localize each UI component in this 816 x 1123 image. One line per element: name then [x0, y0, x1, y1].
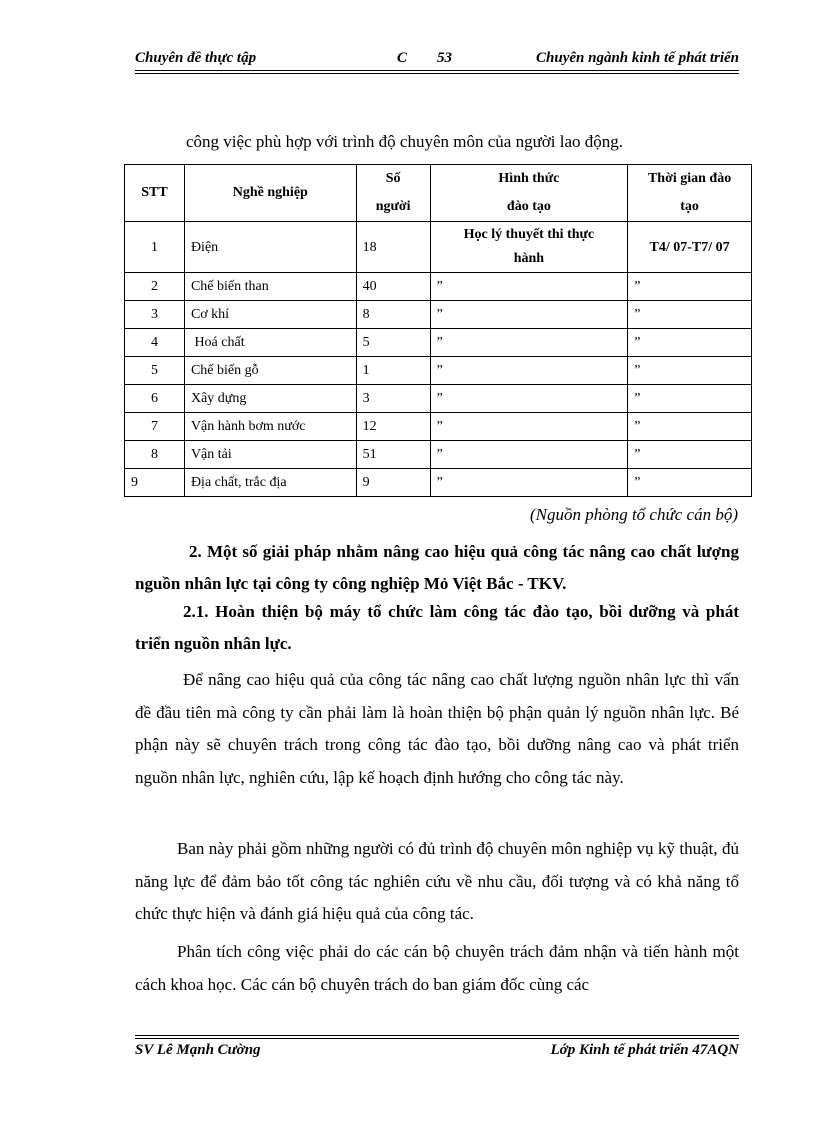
cell-method-line1: Học lý thuyết thi thực: [463, 227, 595, 242]
cell-stt: 4: [125, 329, 185, 357]
page-number: 53: [437, 50, 452, 66]
cell-time: ”: [628, 273, 752, 301]
col-header-count: [356, 165, 430, 222]
cell-count: 18: [356, 222, 430, 273]
table-row: [125, 441, 752, 469]
footer-class: Lớp Kinh tế phát triển 47AQN: [550, 1042, 739, 1058]
col-header-time: [628, 165, 752, 222]
col-header-method: [430, 165, 628, 222]
cell-time: ”: [628, 469, 752, 497]
footer-divider: [135, 1035, 739, 1039]
cell-job: Xây dựng: [184, 385, 356, 413]
table-row: [125, 385, 752, 413]
cell-count: 9: [356, 469, 430, 497]
cell-method: ”: [430, 385, 628, 413]
cell-job: Điện: [184, 222, 356, 273]
header-divider: [135, 70, 739, 74]
col-header-count-line1: Số: [385, 171, 401, 186]
footer-student-name: SV Lê Mạnh Cường: [135, 1042, 261, 1058]
table-row: [125, 222, 752, 273]
cell-count: 12: [356, 413, 430, 441]
cell-count: 3: [356, 385, 430, 413]
table-row: [125, 329, 752, 357]
cell-stt: 8: [125, 441, 185, 469]
page-header: [135, 46, 739, 70]
cell-job: Cơ khí: [184, 301, 356, 329]
col-header-stt: STT: [125, 165, 185, 222]
cell-stt: 2: [125, 273, 185, 301]
table-row: [125, 301, 752, 329]
table-header-row: [125, 165, 752, 222]
cell-job: Vận hành bơm nước: [184, 413, 356, 441]
cell-time: ”: [628, 357, 752, 385]
cell-method-line2: hành: [513, 251, 545, 266]
page-footer: [135, 1042, 739, 1064]
table-row: [125, 357, 752, 385]
cell-method: ”: [430, 273, 628, 301]
paragraph-1: Để nâng cao hiệu quả của công tác nâng cao chất lượng nguồn nhân lực thì vấn đề đầu tiên mà công ty cần phải làm là hoàn thiện bộ phận quản lý nguồn nhân lực. Bé phận này sẽ chuyên trách trong công tác đào tạo, bồi dưỡng nâng cao và phát triển nguồn nhân lực, nghiên cứu, lập kế hoạch định hướng cho công tác này.: [135, 670, 739, 787]
cell-stt: 3: [125, 301, 185, 329]
header-letter: C: [397, 50, 408, 66]
cell-stt: 6: [125, 385, 185, 413]
cell-count: 51: [356, 441, 430, 469]
col-header-time-line1: Thời gian đào: [647, 171, 732, 186]
cell-method: ”: [430, 329, 628, 357]
cell-stt: 5: [125, 357, 185, 385]
source-note: (Nguồn phòng tổ chức cán bộ): [529, 505, 738, 524]
cell-method: ”: [430, 301, 628, 329]
cell-job: Hoá chất: [184, 329, 356, 357]
cell-count: 5: [356, 329, 430, 357]
cell-method: ”: [430, 441, 628, 469]
cell-time: T4/ 07-T7/ 07: [628, 222, 752, 273]
intro-line: công việc phù hợp với trình độ chuyên môn của người lao động.: [186, 132, 624, 151]
cell-time: ”: [628, 385, 752, 413]
cell-time: ”: [628, 301, 752, 329]
cell-count: 8: [356, 301, 430, 329]
col-header-time-line2: tạo: [680, 199, 699, 214]
table-row: [125, 413, 752, 441]
cell-job: Chế biến than: [184, 273, 356, 301]
table-row: [125, 469, 752, 497]
cell-time: ”: [628, 441, 752, 469]
cell-method: ”: [430, 469, 628, 497]
col-header-method-line2: đào tạo: [506, 199, 551, 214]
section-2-heading: 2. Một số giải pháp nhằm nâng cao hiệu quả công tác nâng cao chất lượng nguồn nhân lực tại công ty công nghiệp Mỏ Việt Bắc - TKV.: [135, 542, 739, 593]
col-header-job: Nghề nghiệp: [184, 165, 356, 222]
col-header-method-line1: Hình thức: [498, 171, 560, 186]
cell-job: Vận tải: [184, 441, 356, 469]
cell-count: 40: [356, 273, 430, 301]
section-2-1-heading: 2.1. Hoàn thiện bộ máy tổ chức làm công tác đào tạo, bồi dưỡng và phát triển nguồn nhân lực.: [135, 602, 739, 653]
table-row: [125, 273, 752, 301]
paragraph-2: Ban này phải gồm những người có đủ trình độ chuyên môn nghiệp vụ kỹ thuật, đủ năng lực để đảm bảo tốt công tác nghiên cứu về nhu cầu, đối tượng và có khả năng tổ chức thực hiện và đánh giá hiệu quả của công tác.: [135, 839, 739, 923]
cell-method: ”: [430, 413, 628, 441]
cell-count: 1: [356, 357, 430, 385]
cell-method: [430, 222, 628, 273]
cell-time: ”: [628, 413, 752, 441]
cell-job: Địa chất, trắc địa: [184, 469, 356, 497]
cell-method: ”: [430, 357, 628, 385]
header-document-type: Chuyên đề thực tập: [135, 50, 257, 66]
col-header-count-line2: người: [375, 199, 411, 214]
header-major: Chuyên ngành kinh tế phát triển: [536, 50, 739, 66]
cell-stt: 9: [125, 469, 185, 497]
cell-time: ”: [628, 329, 752, 357]
paragraph-3: Phân tích công việc phải do các cán bộ chuyên trách đảm nhận và tiến hành một cách khoa học. Các cán bộ chuyên trách do ban giám đốc cùng các: [135, 942, 739, 994]
training-table: [124, 164, 752, 497]
cell-stt: 7: [125, 413, 185, 441]
cell-stt: 1: [125, 222, 185, 273]
cell-job: Chế biến gỗ: [184, 357, 356, 385]
